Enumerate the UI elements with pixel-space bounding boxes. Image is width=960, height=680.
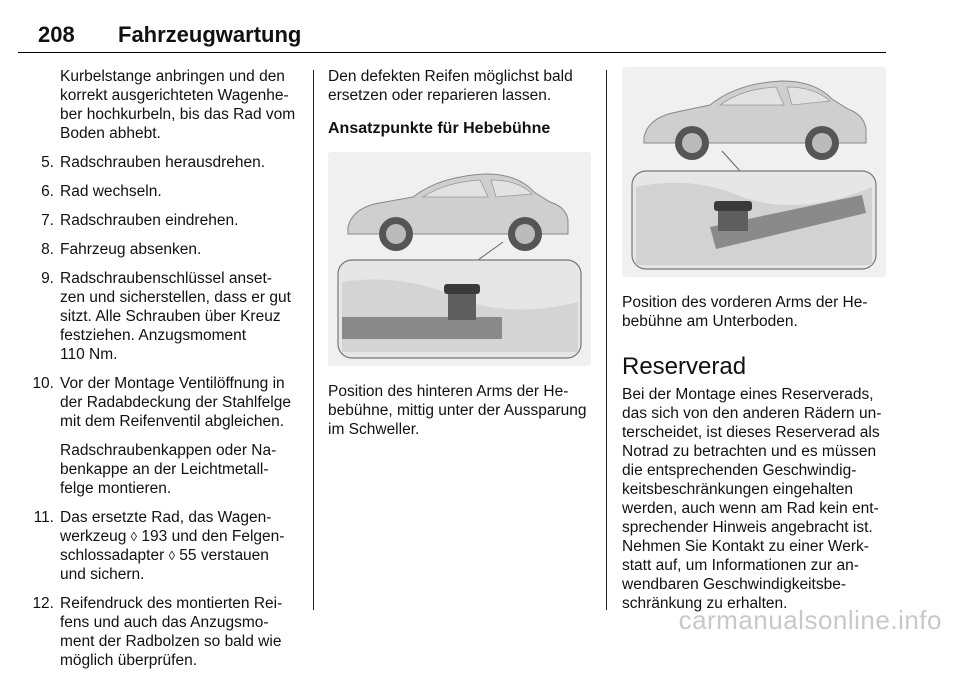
text-line: und sichern. bbox=[60, 566, 145, 583]
text-line: der Radabdeckung der Stahlfelge bbox=[60, 394, 291, 411]
section-heading: Ansatzpunkte für Hebebühne bbox=[328, 120, 551, 137]
text-line: terscheidet, ist dieses Reserverad als bbox=[622, 424, 880, 441]
section-heading: Reserverad bbox=[622, 353, 747, 380]
text-line: keitsbeschränkungen eingehalten bbox=[622, 481, 853, 498]
step-number: 7. bbox=[41, 212, 54, 229]
text-line: Vor der Montage Ventilöffnung in bbox=[60, 375, 285, 392]
page-number: 208 bbox=[38, 22, 75, 47]
text-line: Nehmen Sie Kontakt zu einer Werk- bbox=[622, 538, 869, 555]
text-line: Fahrzeug absenken. bbox=[60, 241, 202, 258]
text-line: fens und auch das Anzugsmo- bbox=[60, 614, 269, 631]
step-number: 8. bbox=[41, 241, 54, 258]
page-reference[interactable]: 193 und den Felgen- bbox=[137, 528, 285, 545]
text-line: felge montieren. bbox=[60, 480, 172, 497]
text-line: bebühne, mittig unter der Aussparung bbox=[328, 402, 587, 419]
text-line bbox=[60, 546, 300, 565]
step-number: 12. bbox=[32, 595, 54, 612]
step-7 bbox=[20, 211, 300, 230]
step-number: 11. bbox=[33, 509, 54, 526]
intro-paragraph bbox=[328, 67, 594, 105]
page-header bbox=[18, 18, 886, 53]
column-2 bbox=[328, 67, 594, 449]
text-line: statt auf, um Informationen zur an- bbox=[622, 557, 859, 574]
text-line: Radschraubenschlüssel anset- bbox=[60, 270, 272, 287]
text-line: Radschrauben herausdrehen. bbox=[60, 154, 266, 171]
text-line: die entsprechenden Geschwindig- bbox=[622, 462, 857, 479]
text-line: schränkung zu erhalten. bbox=[622, 595, 788, 612]
figure-caption bbox=[622, 293, 890, 331]
text-line: Radschraubenkappen oder Na- bbox=[60, 442, 277, 459]
front-lift-point-illustration bbox=[622, 67, 886, 277]
watermark: carmanualsonline.info bbox=[678, 605, 942, 635]
text-line: korrekt ausgerichteten Wagenhe- bbox=[60, 87, 289, 104]
text-line: werden, auch wenn am Rad kein ent- bbox=[622, 500, 879, 517]
cross-reference-icon: ◊ bbox=[130, 529, 138, 544]
text-line: Das ersetzte Rad, das Wagen- bbox=[60, 509, 272, 526]
text-line: das sich von den anderen Rädern un- bbox=[622, 405, 882, 422]
text-line: Notrad zu betrachten und es müssen bbox=[622, 443, 877, 460]
page-reference[interactable]: 55 verstauen bbox=[175, 547, 269, 564]
step-8 bbox=[20, 240, 300, 259]
text-line: Position des vorderen Arms der He- bbox=[622, 294, 868, 311]
step-12 bbox=[20, 594, 300, 670]
step-number: 5. bbox=[41, 154, 54, 171]
step-10-note bbox=[20, 441, 300, 498]
column-1 bbox=[20, 67, 300, 680]
text-line: im Schweller. bbox=[328, 421, 420, 438]
step-number: 9. bbox=[41, 270, 54, 287]
text-line: Bei der Montage eines Reserverads, bbox=[622, 386, 874, 403]
text-line: bebühne am Unterboden. bbox=[622, 313, 798, 330]
text-line: Rad wechseln. bbox=[60, 183, 162, 200]
body-paragraph bbox=[622, 385, 890, 613]
step-11 bbox=[20, 508, 300, 584]
chapter-title: Fahrzeugwartung bbox=[118, 22, 302, 47]
text-line: Position des hinteren Arms der He- bbox=[328, 383, 569, 400]
step-10 bbox=[20, 374, 300, 431]
text-line: Radschrauben eindrehen. bbox=[60, 212, 239, 229]
text-line: sitzt. Alle Schrauben über Kreuz bbox=[60, 308, 281, 325]
text-line: 110 Nm. bbox=[60, 346, 118, 363]
intro-paragraph bbox=[20, 67, 300, 143]
text-line: sprechender Hinweis angebracht ist. bbox=[622, 519, 873, 536]
figure-caption bbox=[328, 382, 594, 439]
text-line: Boden abhebt. bbox=[60, 125, 161, 142]
text-line: wendbaren Geschwindigkeitsbe- bbox=[622, 576, 847, 593]
text-line bbox=[60, 527, 300, 546]
text-line: Den defekten Reifen möglichst bald bbox=[328, 68, 573, 85]
text-line: Reifendruck des montierten Rei- bbox=[60, 595, 283, 612]
text-line: festziehen. Anzugsmoment bbox=[60, 327, 247, 344]
step-5 bbox=[20, 153, 300, 172]
column-divider bbox=[606, 70, 607, 610]
text-fragment: werkzeug bbox=[60, 528, 131, 545]
text-line: ersetzen oder reparieren lassen. bbox=[328, 87, 552, 104]
text-line: zen und sicherstellen, dass er gut bbox=[60, 289, 291, 306]
rear-lift-point-illustration bbox=[328, 152, 591, 366]
column-divider bbox=[313, 70, 314, 610]
cross-reference-icon: ◊ bbox=[168, 548, 175, 563]
text-line: ment der Radbolzen so bald wie bbox=[60, 633, 282, 650]
text-line: benkappe an der Leichtmetall- bbox=[60, 461, 269, 478]
step-9 bbox=[20, 269, 300, 364]
step-6 bbox=[20, 182, 300, 201]
text-line: mit dem Reifenventil abgleichen. bbox=[60, 413, 285, 430]
step-number: 10. bbox=[32, 375, 54, 392]
text-line: Kurbelstange anbringen und den bbox=[60, 68, 285, 85]
text-fragment: schlossadapter bbox=[60, 547, 169, 564]
text-line: ber hochkurbeln, bis das Rad vom bbox=[60, 106, 296, 123]
step-number: 6. bbox=[41, 183, 54, 200]
column-3 bbox=[622, 67, 890, 623]
text-line: möglich überprüfen. bbox=[60, 652, 197, 669]
